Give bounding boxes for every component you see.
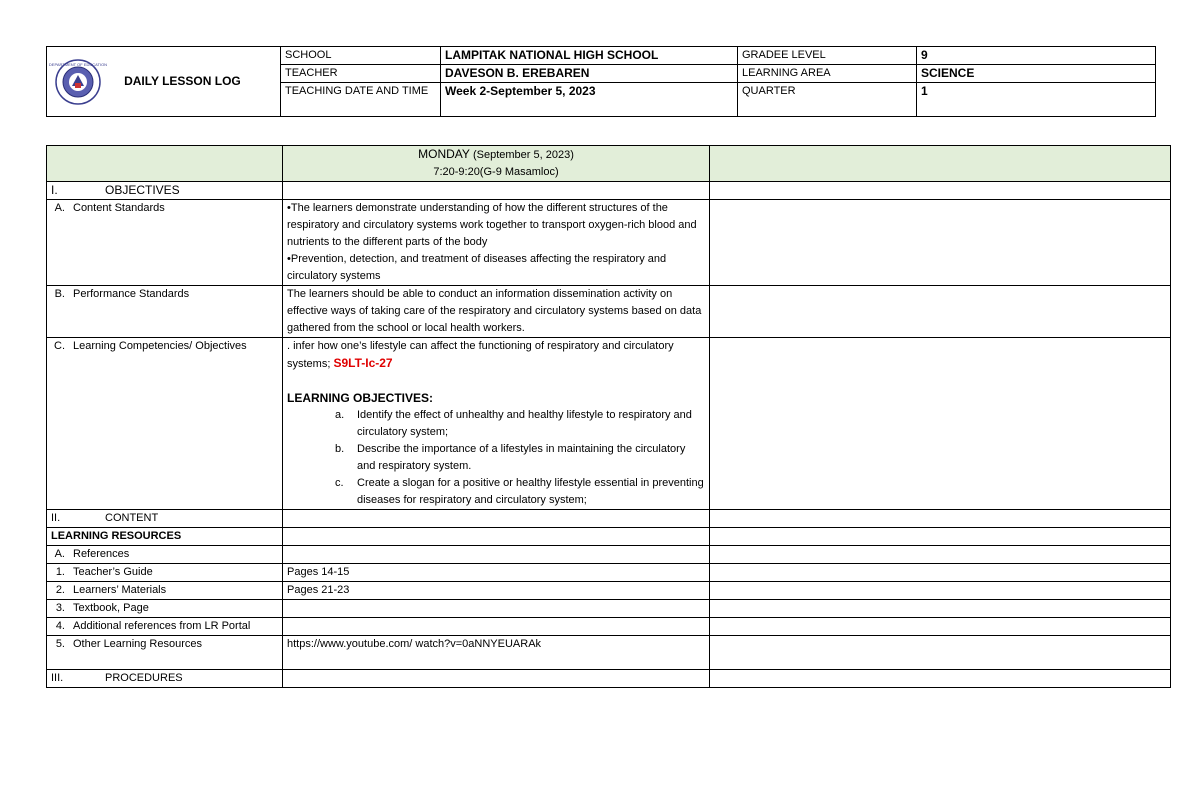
references-text: References bbox=[73, 548, 130, 560]
resource-row-extra bbox=[710, 618, 1171, 636]
day-name: MONDAY bbox=[418, 147, 470, 161]
resource-row-value: Pages 14-15 bbox=[283, 564, 710, 582]
objectives-heading bbox=[47, 182, 283, 200]
competencies-text: Learning Competencies/ Objectives bbox=[73, 340, 247, 352]
competencies-label bbox=[47, 338, 283, 510]
content-extra bbox=[710, 510, 1171, 528]
learning-objective-c: c. Create a slogan for a positive or healthy lifestyle essential in preventing diseases for respiratory and circulatory system; bbox=[335, 477, 704, 506]
procedures-label: PROCEDURES bbox=[105, 672, 183, 684]
references-label bbox=[47, 546, 283, 564]
resource-row-extra bbox=[710, 564, 1171, 582]
grade-level-value: 9 bbox=[917, 47, 1156, 65]
objectives-extra bbox=[710, 182, 1171, 200]
lesson-table bbox=[46, 145, 1171, 688]
logo-title-cell bbox=[47, 47, 281, 117]
learning-area-label: LEARNING AREA bbox=[738, 65, 917, 83]
learning-objectives-title: LEARNING OBJECTIVES: bbox=[287, 391, 434, 405]
content-standards-num: A. bbox=[54, 202, 65, 214]
performance-standards-label bbox=[47, 286, 283, 338]
performance-standards-text: Performance Standards bbox=[73, 288, 190, 300]
content-standards-text: Content Standards bbox=[73, 202, 165, 214]
learning-resources-heading: LEARNING RESOURCES bbox=[47, 528, 283, 546]
learning-resources-extra bbox=[710, 528, 1171, 546]
performance-standards-value: The learners should be able to conduct an information dissemination activity on effective ways of taking care of the respiratory and circulatory systems based on data gathered from the school or local health workers. bbox=[283, 286, 710, 338]
teaching-date-value: Week 2-September 5, 2023 bbox=[441, 83, 738, 117]
content-standards-extra bbox=[710, 200, 1171, 286]
resource-row-label: 2. Learners’ Materials bbox=[47, 582, 283, 600]
competencies-value bbox=[283, 338, 710, 510]
learning-objectives-list bbox=[287, 407, 705, 509]
objectives-label: OBJECTIVES bbox=[105, 183, 180, 197]
content-standards-value bbox=[283, 200, 710, 286]
content-standard-2: •Prevention, detection, and treatment of diseases affecting the respiratory and circulatory systems bbox=[287, 253, 667, 282]
school-label: SCHOOL bbox=[281, 47, 441, 65]
resource-row-extra bbox=[710, 582, 1171, 600]
day-header bbox=[283, 146, 710, 182]
procedures-monday bbox=[283, 670, 710, 688]
teacher-value: DAVESON B. EREBAREN bbox=[441, 65, 738, 83]
objectives-num: I. bbox=[51, 183, 58, 197]
references-extra bbox=[710, 546, 1171, 564]
header-table bbox=[46, 46, 1156, 117]
resource-row-label: 3. Textbook, Page bbox=[47, 600, 283, 618]
quarter-label: QUARTER bbox=[738, 83, 917, 117]
content-label: CONTENT bbox=[105, 512, 159, 524]
performance-standards-extra bbox=[710, 286, 1171, 338]
deped-seal-icon bbox=[48, 59, 108, 105]
seal-text: DEPARTMENT OF EDUCATION bbox=[48, 61, 108, 67]
resource-link[interactable]: https://www.youtube.com/ watch?v=0aNNYEUARAk bbox=[283, 636, 710, 670]
content-standards-label bbox=[47, 200, 283, 286]
learning-objective-b: b. Describe the importance of a lifestyles in maintaining the circulatory and respiratory system. bbox=[335, 443, 686, 472]
corner-cell bbox=[47, 146, 283, 182]
page-title: DAILY LESSON LOG bbox=[124, 74, 241, 88]
resource-row-label: 1. Teacher’s Guide bbox=[47, 564, 283, 582]
references-num: A. bbox=[54, 548, 65, 560]
school-value: LAMPITAK NATIONAL HIGH SCHOOL bbox=[441, 47, 738, 65]
content-num: II. bbox=[51, 512, 61, 524]
competencies-num: C. bbox=[54, 340, 65, 352]
content-monday bbox=[283, 510, 710, 528]
competencies-extra bbox=[710, 338, 1171, 510]
competency-text: . infer how one’s lifestyle can affect the functioning of respiratory and circulatory systems; bbox=[287, 340, 674, 370]
procedures-heading bbox=[47, 670, 283, 688]
teacher-label: TEACHER bbox=[281, 65, 441, 83]
resource-row-extra bbox=[710, 600, 1171, 618]
content-standard-1: •The learners demonstrate understanding of how the different structures of the respiratory and circulatory systems work together to transport oxygen-rich blood and nutrients to the different parts of the body bbox=[287, 202, 697, 248]
references-monday bbox=[283, 546, 710, 564]
competency-code: S9LT-Ic-27 bbox=[333, 356, 393, 370]
quarter-value: 1 bbox=[917, 83, 1156, 117]
resource-row-label: 5. Other Learning Resources bbox=[47, 636, 283, 670]
objectives-monday bbox=[283, 182, 710, 200]
resource-row-extra bbox=[710, 636, 1171, 670]
resource-row-label: 4. Additional references from LR Portal bbox=[47, 618, 283, 636]
resource-row-value bbox=[283, 618, 710, 636]
procedures-num: III. bbox=[51, 672, 64, 684]
performance-standards-num: B. bbox=[54, 288, 65, 300]
day-date: (September 5, 2023) bbox=[469, 149, 574, 161]
learning-resources-monday bbox=[283, 528, 710, 546]
resource-row-value: Pages 21-23 bbox=[283, 582, 710, 600]
procedures-extra bbox=[710, 670, 1171, 688]
content-heading bbox=[47, 510, 283, 528]
learning-objective-a: a. Identify the effect of unhealthy and healthy lifestyle to respiratory and circulatory system; bbox=[335, 409, 692, 438]
day-time: 7:20-9:20(G-9 Masamloc) bbox=[433, 166, 559, 178]
learning-area-value: SCIENCE bbox=[917, 65, 1156, 83]
teaching-date-label: TEACHING DATE AND TIME bbox=[281, 83, 441, 117]
grade-level-label: GRADEE LEVEL bbox=[738, 47, 917, 65]
empty-day-header bbox=[710, 146, 1171, 182]
resource-row-value bbox=[283, 600, 710, 618]
